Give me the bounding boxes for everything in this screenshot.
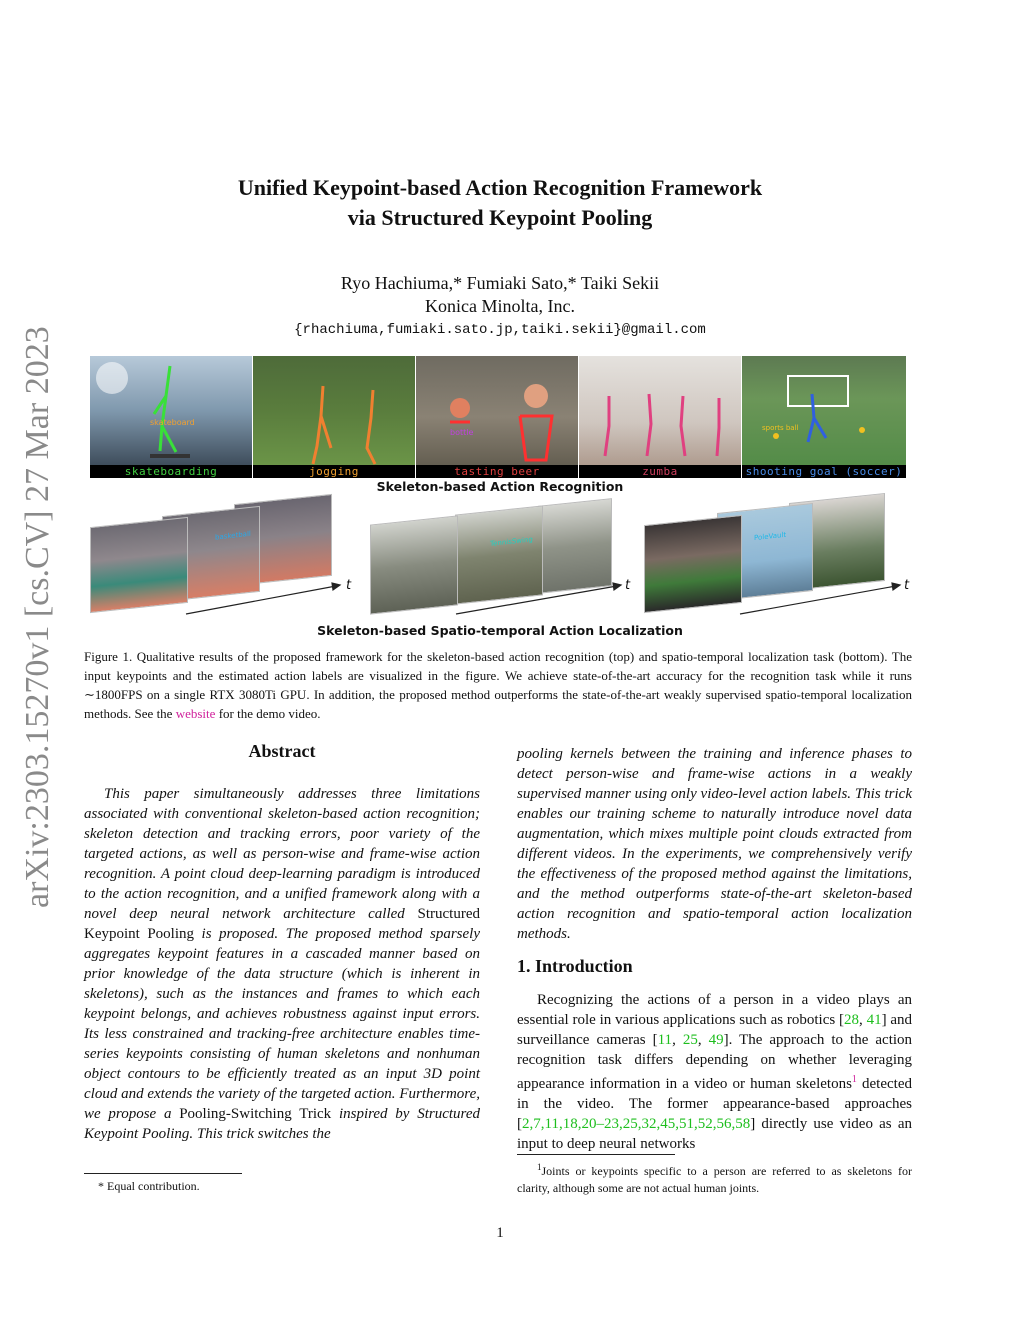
- citation-link[interactable]: 25: [682, 1032, 698, 1048]
- intro-paragraph: [517, 990, 912, 1154]
- time-axis-label: t: [625, 578, 631, 593]
- time-axis-label: t: [346, 578, 352, 593]
- figure-caption: [84, 647, 912, 723]
- abstract-text-2: is proposed. The proposed method sparsely aggregates keypoint features in a cascaded manner based on prior knowledge of the data structure (which is inherent in skeletons), such as the instances and frames to which each keypoint belongs, and achieves robustness against input errors. Its less constrained and tracking-free architecture enables time-series keypoints consisting of human skeletons and nonhuman object contours to be efficiently treated as an input 3D point cloud and extends the variety of the targeted action. Furthermore, we propose a: [84, 926, 481, 1122]
- arxiv-stamp: arXiv:2303.15270v1 [cs.CV] 27 Mar 2023: [19, 326, 56, 908]
- citation-link[interactable]: 49: [708, 1032, 724, 1048]
- footnote-equal-contribution: * Equal contribution.: [98, 1179, 200, 1193]
- abstract-paragraph: [84, 784, 480, 1144]
- footnote-marker[interactable]: 1: [851, 1074, 857, 1085]
- abstract-roman-2: Pooling-Switching Trick: [179, 1106, 332, 1122]
- affiliation: Konica Minolta, Inc.: [425, 296, 575, 316]
- overlay-tag-tennis-swing: TennisSwing: [490, 535, 533, 548]
- footnote-rule: [84, 1173, 242, 1174]
- overlay-tag-basketball: basketball: [215, 529, 251, 542]
- paper-title-line2: via Structured Keypoint Pooling: [347, 205, 653, 230]
- citation-link[interactable]: 11: [657, 1032, 673, 1048]
- action-label: skateboarding: [90, 465, 252, 478]
- abstract-text-1: This paper simultaneously addresses three limitations associated with conventional skeleton-based action recognition; skeleton detection and tracking errors, poor variety of the targeted actions, as well as person-wise and frame-wise action recognition. A point cloud deep-learning paradigm is introduced to the action recognition, and a unified framework along with a novel deep neural network architecture called: [84, 786, 480, 922]
- figure-subtitle-localization: Skeleton-based Spatio-temporal Action Localization: [317, 623, 683, 638]
- page-number: 1: [496, 1225, 504, 1241]
- action-label: shooting goal (soccer): [742, 465, 906, 478]
- time-axis-label: t: [904, 578, 910, 593]
- abstract-text-3: inspired by Structured Keypoint Pooling. This trick switches the: [84, 1106, 480, 1142]
- overlay-tag-skateboard: skateboard: [150, 418, 195, 427]
- intro-heading: 1. Introduction: [517, 956, 633, 976]
- caption-tail: for the demo video.: [218, 706, 321, 721]
- overlay-tag-bottle: bottle: [450, 428, 474, 437]
- footnote-skeletons: [517, 1159, 912, 1197]
- action-label: zumba: [579, 465, 741, 478]
- overlay-tag-sports-ball: sports ball: [762, 424, 799, 432]
- footnote-number: 1: [537, 1162, 542, 1172]
- footnote-text: Joints or keypoints specific to a person are referred to as skeletons for clarity, although some are not actual human joints.: [517, 1164, 912, 1195]
- time-axis-arrows: [0, 0, 1024, 640]
- citation-link[interactable]: 41: [866, 1012, 882, 1028]
- paper-title-line1: Unified Keypoint-based Action Recognition Framework: [237, 175, 763, 200]
- intro-text: ,: [672, 1032, 683, 1048]
- intro-text: ,: [859, 1012, 867, 1028]
- intro-text: detected in the video. The former appearance-based approaches [: [517, 1076, 912, 1132]
- authors: Ryo Hachiuma,* Fumiaki Sato,* Taiki Sekii: [340, 273, 660, 293]
- intro-text: ] and surveillance cameras [: [517, 1012, 913, 1048]
- abstract-heading: Abstract: [248, 741, 316, 761]
- email: {rhachiuma,fumiaki.sato.jp,taiki.sekii}@gmail.com: [294, 322, 706, 338]
- overlay-tag-pole-vault: PoleVault: [754, 530, 787, 543]
- intro-text: ,: [697, 1032, 709, 1048]
- footnote-rule: [517, 1154, 675, 1155]
- citation-link[interactable]: 28: [844, 1012, 859, 1028]
- abstract-continuation: pooling kernels between the training and inference phases to detect person-wise and frame-wise actions in a weakly supervised manner using only video-level action labels. This trick enables our training scheme to naturally introduce novel data augmentation, which mixes multiple point clouds extracted from different videos. In the experiments, we comprehensively verify the effectiveness of the proposed method against the limitations, and the method outperforms state-of-the-art skeleton-based action recognition and spatio-temporal action localization methods.: [517, 746, 912, 942]
- caption-text: Figure 1. Qualitative results of the proposed framework for the skeleton-based action recognition (top) and spatio-temporal localization task (bottom). The input keypoints and the estimated action labels are visualized in the figure. We achieve state-of-the-art accuracy for the recognition task while it runs ∼1800FPS on a single RTX 3080Ti GPU. In addition, the proposed method outperforms the state-of-the-art weakly supervised spatio-temporal localization methods. See the: [84, 649, 912, 721]
- citation-link[interactable]: 2,7,11,18,20–23,25,32,45,51,52,56,58: [522, 1116, 751, 1132]
- intro-text: ]. The approach to the action recognition task differs depending on whether leveraging appearance information in a video or human skeletons: [517, 1032, 913, 1092]
- abstract-roman-1: Structured Keypoint Pooling: [84, 906, 480, 942]
- action-label: tasting beer: [416, 465, 578, 478]
- figure-subtitle-recognition: Skeleton-based Action Recognition: [376, 479, 624, 494]
- action-label: jogging: [253, 465, 415, 478]
- intro-text: ] directly use video as an input to deep neural networks: [517, 1116, 912, 1152]
- website-link[interactable]: website: [175, 706, 216, 721]
- intro-text: Recognizing the actions of a person in a video plays an essential role in various applications such as robotics [: [517, 992, 912, 1028]
